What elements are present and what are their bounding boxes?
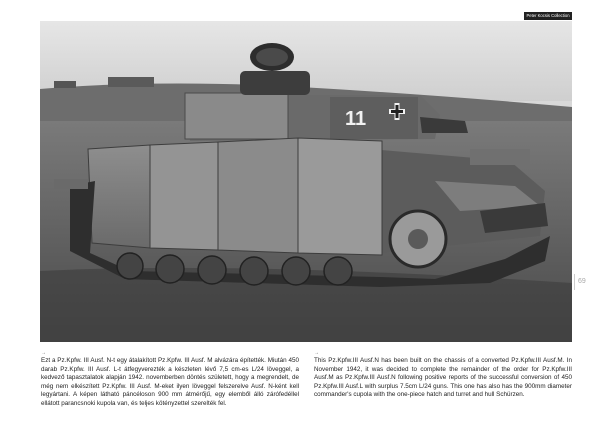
- caption-hungarian: [41, 351, 299, 409]
- distant-barn: [108, 77, 154, 87]
- rear-stowage: [470, 149, 530, 165]
- rear-tow-bracket: [54, 179, 88, 189]
- cupola-hatch-rim: [256, 48, 288, 66]
- commander-cupola: [240, 71, 310, 95]
- collection-credit-tag: Peter Kocsis Collection: [524, 12, 572, 20]
- caption-arrow-icon: →: [314, 350, 319, 356]
- caption-arrow-icon: →: [41, 350, 46, 356]
- idler-wheel: [390, 211, 446, 267]
- distant-shed: [54, 81, 76, 88]
- tank-photo-illustration: [40, 21, 572, 342]
- turret-number: 11: [345, 108, 367, 130]
- caption-english: [314, 351, 572, 400]
- hull-schurzen: [88, 138, 382, 255]
- caption-hungarian-text: Ezt a Pz.Kpfw. III Ausf. N-t egy átalakított Pz.Kpfw. III Ausf. M alvázára építették. Miután 450 darab Pz.Kpfw. III Ausf. L-t átfegyverezték a készleten lévő 7,5 cm-es L/24 löveggel, a kedvező tapasztalatok alapján 1942. novemberben döntés született, hogy a megrendelt, de még nem elkészített Pz.Kpfw. III Ausf. M-eket ilyen löveggel felszerelve Ausf. N-ként kell legyártani. A képen látható páncéloson 900 mm átmérőjű, egy elemből álló zárófedéllel ellátott parancsnoki kupola van, és teljes kötényzettel szerelték fel.: [41, 357, 299, 407]
- tank-photograph: [40, 21, 572, 342]
- caption-english-text: This Pz.Kpfw.III Ausf.N has been built on the chassis of a converted Pz.Kpfw.III Ausf.M. In November 1942, it was decided to complete the remainder of the order for Pz.Kpfw.III Ausf.M as Pz.Kpfw.III Ausf.N following positive reports of the successful conversion of 450 Pz.Kpfw.III Ausf.L with surplus 7.5cm L/24 guns. This one has also has the 900mm diameter commander's cupola with the one-piece hatch and turret and hull Schürzen.: [314, 357, 572, 399]
- page-number-rule: [574, 274, 575, 290]
- page-number: 69: [578, 278, 586, 285]
- turret-schurzen: [185, 93, 288, 139]
- turret-schurzen-side: [330, 97, 418, 139]
